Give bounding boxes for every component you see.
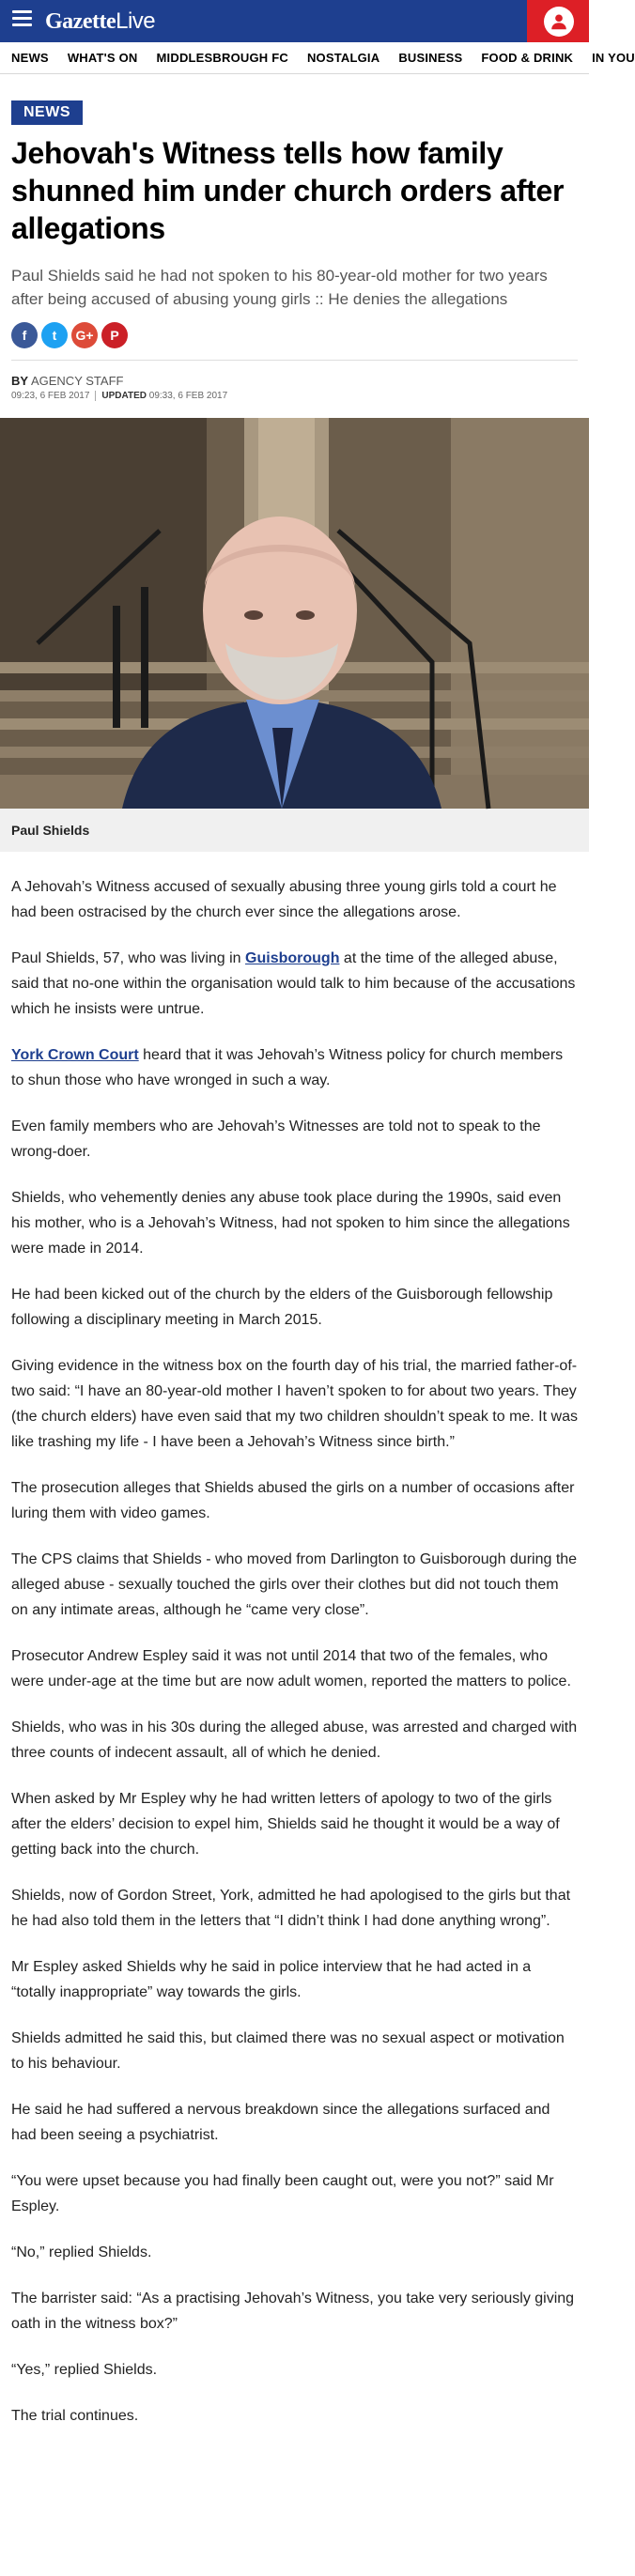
paragraph: Giving evidence in the witness box on the fourth day of his trial, the married father-of-two said: “I have an 80-year-old mother I haven’t spoken to for about two years. They (the church elders) have even said that my two children shouldn’t speak to me. It was like trashing my life - I have been a Jehovah’s Witness since birth.” [11, 1358, 578, 1450]
paragraph: He said he had suffered a nervous breakdown since the allegations surfaced and had been seeing a psychiatrist. [11, 2102, 550, 2143]
pinterest-icon[interactable]: P [101, 322, 128, 348]
nav-item-nostalgia[interactable]: NOSTALGIA [306, 51, 380, 65]
paragraph: The trial continues. [11, 2408, 139, 2424]
paragraph: “No,” replied Shields. [11, 2244, 152, 2260]
timestamps [11, 391, 578, 401]
updated-label: UPDATED [95, 391, 147, 401]
paragraph [11, 946, 578, 1022]
paragraph: He had been kicked out of the church by the elders of the Guisborough fellowship following a disciplinary meeting in March 2015. [11, 1287, 553, 1328]
paragraph: Prosecutor Andrew Espley said it was not until 2014 that two of the females, who were under-age at the time but are now adult women, reported the matters to police. [11, 1648, 571, 1689]
byline-prefix: BY [11, 374, 29, 388]
paragraph: Shields admitted he said this, but claimed there was no sexual aspect or motivation to his behaviour. [11, 2030, 565, 2072]
nav-item-food-drink[interactable]: FOOD & DRINK [481, 51, 574, 65]
byline [11, 374, 578, 388]
guisborough-link[interactable]: Guisborough [245, 950, 340, 966]
facebook-icon[interactable]: f [11, 322, 38, 348]
paragraph: When asked by Mr Espley why he had written letters of apology to two of the girls after the elders’ decision to expel him, Shields said he thought it would be a way of getting back into the church. [11, 1791, 560, 1858]
google-plus-icon[interactable]: G+ [71, 322, 98, 348]
paragraph-text: heard that it was Jehovah’s Witness policy for church members to shun those who have wronged in such a way. [11, 1047, 564, 1088]
paragraph: Shields, who was in his 30s during the alleged abuse, was arrested and charged with three counts of indecent assault, all of which he denied. [11, 1720, 578, 1761]
paragraph-text: at the time of the alleged abuse, said that no-one within the organisation would talk to him because of the accusations which he insists were untrue. [11, 950, 576, 1017]
nav-item-middlesbrough-fc[interactable]: MIDDLESBROUGH FC [156, 51, 288, 65]
menu-icon[interactable] [12, 10, 32, 27]
paragraph: The prosecution alleges that Shields abused the girls on a number of occasions after luring them with video games. [11, 1480, 575, 1521]
nav-item-in-your-area[interactable]: IN YOU [592, 51, 635, 65]
article-body [0, 874, 589, 2429]
article-photo[interactable] [0, 418, 589, 809]
user-icon [544, 7, 574, 37]
share-bar [11, 322, 578, 361]
nav-item-business[interactable]: BUSINESS [398, 51, 463, 65]
updated-time: 09:33, 6 FEB 2017 [148, 391, 228, 401]
author-name[interactable]: AGENCY STAFF [30, 374, 124, 388]
paragraph: The barrister said: “As a practising Jehovah’s Witness, you take very seriously giving oath in the witness box?” [11, 2291, 575, 2332]
paragraph: Shields, who vehemently denies any abuse took place during the 1990s, said even his mother, who is a Jehovah’s Witness, had not spoken to him since the allegations were made in 2014. [11, 1190, 570, 1257]
nav-item-whats-on[interactable]: WHAT'S ON [67, 51, 138, 65]
published-time: 09:23, 6 FEB 2017 [11, 391, 90, 401]
twitter-icon[interactable]: t [41, 322, 68, 348]
paragraph [11, 1042, 578, 1093]
paragraph: The CPS claims that Shields - who moved from Darlington to Guisborough during the alleged abuse - sexually touched the girls over their clothes but did not touch them on any intimate areas, although he “came very close”. [11, 1551, 578, 1618]
paragraph-text: Paul Shields, 57, who was living in [11, 950, 246, 966]
paragraph: Shields, now of Gordon Street, York, admitted he had apologised to the girls but that he had also told them in the letters that “I didn’t think I had done anything wrong”. [11, 1888, 571, 1929]
nav-item-news[interactable]: NEWS [11, 51, 49, 65]
paragraph: A Jehovah’s Witness accused of sexually abusing three young girls told a court he had been ostracised by the church ever since the allegations arose. [11, 879, 557, 920]
article-headline: Jehovah's Witness tells how family shunned him under church orders after allegations [11, 136, 565, 245]
account-button[interactable] [527, 0, 589, 42]
article-standfirst: Paul Shields said he had not spoken to his 80-year-old mother for two years after being accused of abusing young girls :: He denies the allegations [11, 267, 548, 308]
section-tag[interactable]: NEWS [11, 100, 83, 125]
site-logo[interactable]: GazetteLive [45, 8, 156, 34]
photo-caption: Paul Shields [0, 809, 589, 852]
paragraph: Mr Espley asked Shields why he said in police interview that he had acted in a “totally inappropriate” way towards the girls. [11, 1959, 532, 2000]
site-header [0, 0, 589, 42]
paragraph: “Yes,” replied Shields. [11, 2362, 158, 2378]
york-crown-court-link[interactable]: York Crown Court [11, 1047, 139, 1063]
photo-illustration [0, 418, 589, 809]
paragraph: Even family members who are Jehovah’s Witnesses are told not to speak to the wrong-doer. [11, 1118, 541, 1160]
section-nav [0, 42, 635, 74]
paragraph: “You were upset because you had finally been caught out, were you not?” said Mr Espley. [11, 2173, 554, 2214]
